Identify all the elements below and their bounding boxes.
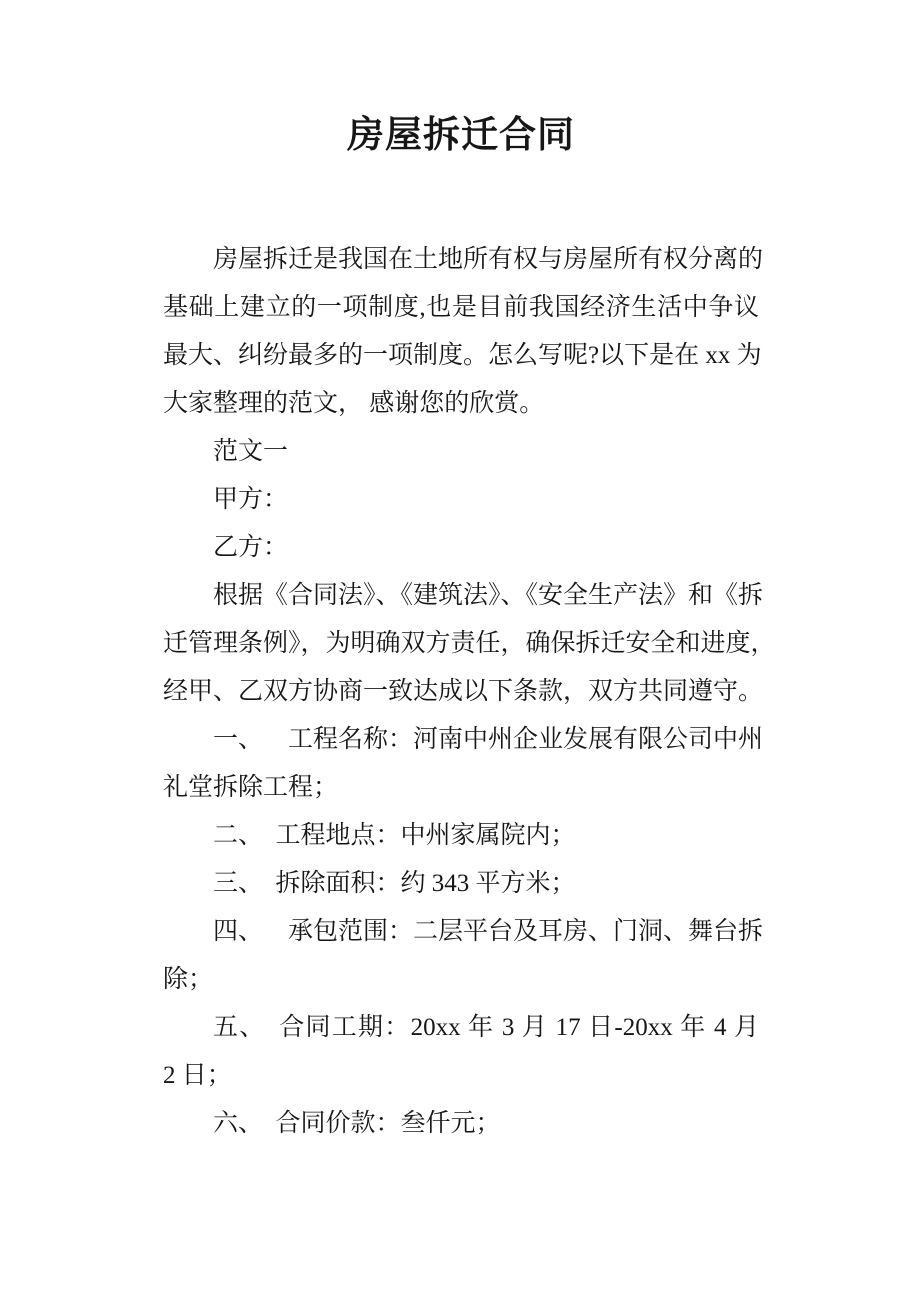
document-line: 甲方： bbox=[213, 486, 289, 513]
contract-item-line: 2 日； bbox=[163, 1062, 232, 1089]
contract-item-line: 礼堂拆除工程； bbox=[163, 774, 339, 801]
contract-item-line: 二、 工程地点：中州家属院内； bbox=[213, 822, 576, 849]
document-line: 乙方： bbox=[213, 534, 289, 561]
document-line: 基础上建立的一项制度,也是目前我国经济生活中争议 bbox=[163, 294, 759, 321]
document-line: 范文一 bbox=[213, 438, 289, 465]
contract-item-line: 一、 工程名称：河南中州企业发展有限公司中州 bbox=[213, 726, 764, 753]
contract-item-line: 六、 合同价款：叁仟元； bbox=[213, 1110, 501, 1137]
document-line: 迁管理条例》，为明确双方责任，确保拆迁安全和进度， bbox=[163, 630, 776, 657]
document-line: 根据《合同法》、《建筑法》、《安全生产法》和《拆 bbox=[213, 582, 764, 609]
document-body bbox=[163, 112, 776, 1148]
document-line: 大家整理的范文， 感谢您的欣赏。 bbox=[163, 390, 545, 417]
contract-item-line: 四、 承包范围：二层平台及耳房、门洞、舞台拆 bbox=[213, 918, 764, 945]
contract-item-line: 除； bbox=[163, 966, 214, 993]
contract-item-line: 三、 拆除面积：约 343 平方米； bbox=[213, 870, 576, 897]
document-line: 经甲、乙双方协商一致达成以下条款，双方共同遵守。 bbox=[163, 678, 764, 705]
document-line: 最大、纠纷最多的一项制度。怎么写呢?以下是在 xx 为 bbox=[163, 342, 762, 369]
contract-item-line: 五、 合同工期：20xx 年 3 月 17 日-20xx 年 4 月 bbox=[213, 1014, 759, 1041]
document-title: 房屋拆迁合同 bbox=[347, 115, 575, 156]
document-line: 房屋拆迁是我国在土地所有权与房屋所有权分离的 bbox=[213, 246, 764, 273]
